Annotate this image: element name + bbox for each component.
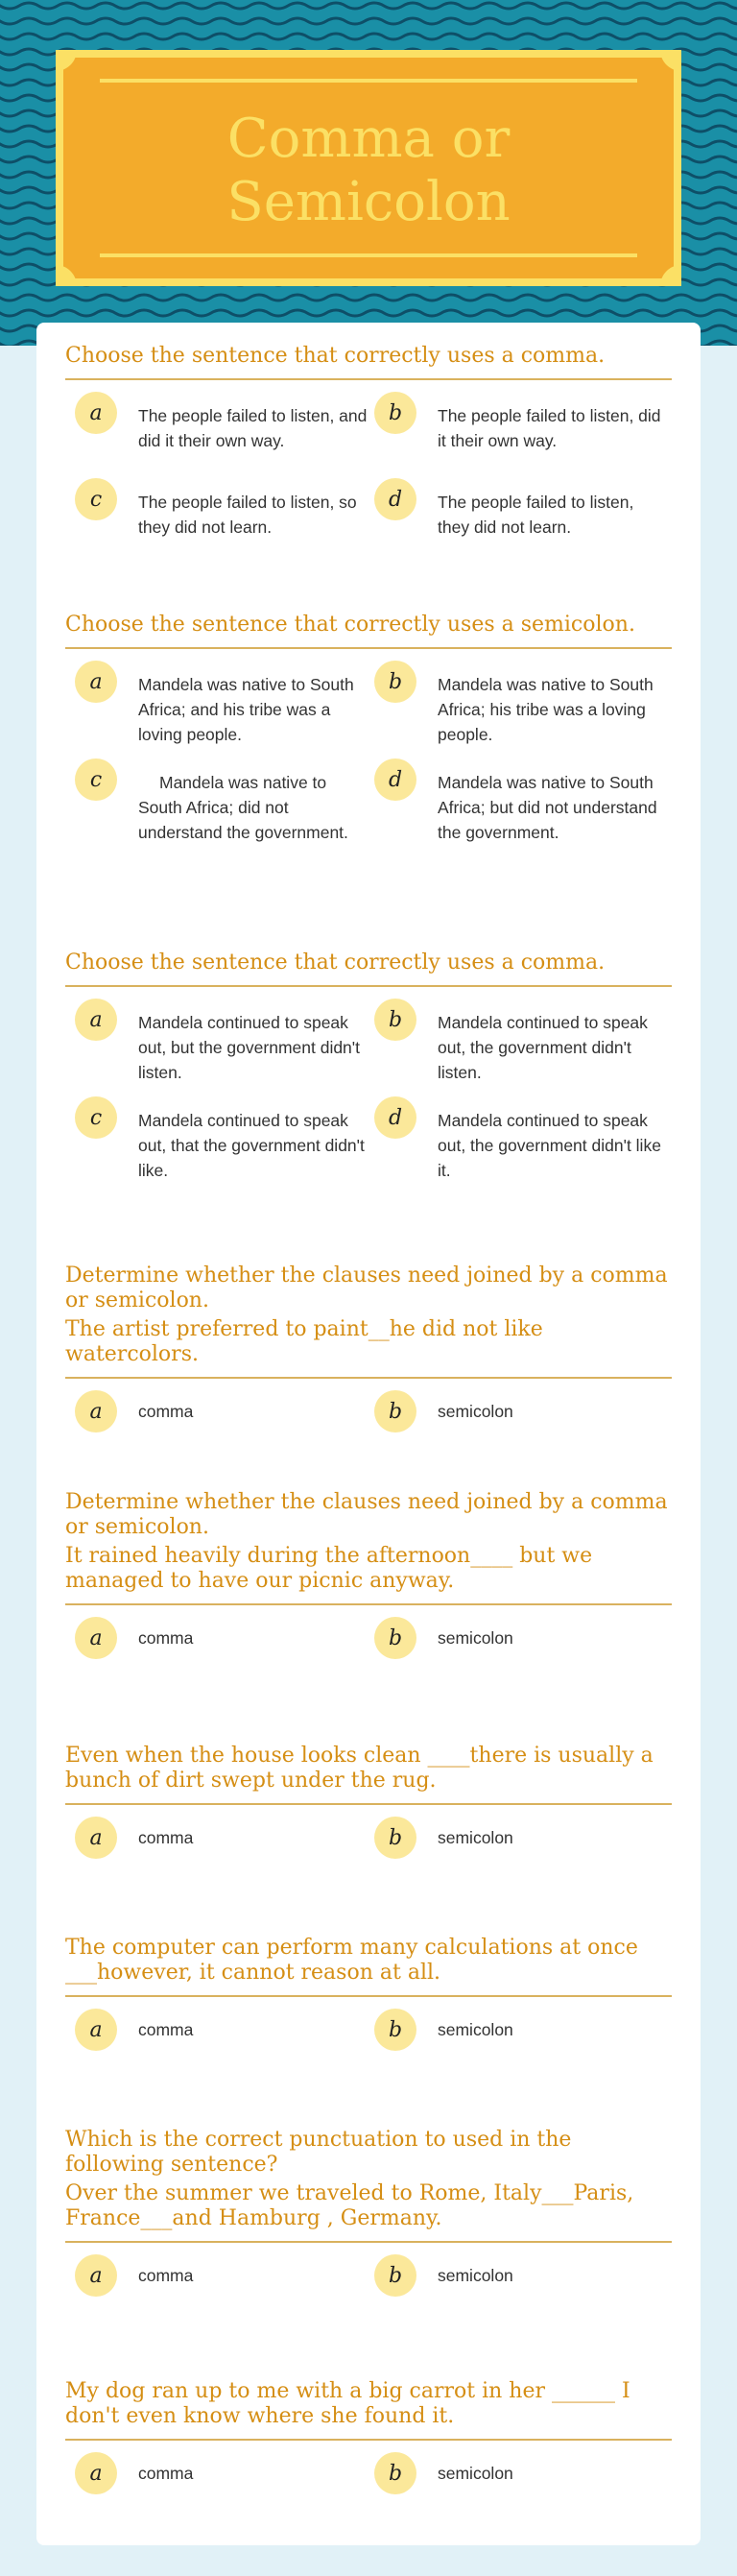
answer-options xyxy=(65,2452,672,2500)
option-letter-badge: b xyxy=(374,1390,416,1432)
page-title-line-1: Comma or xyxy=(226,108,511,170)
answer-options xyxy=(65,2254,672,2302)
question-divider xyxy=(65,985,672,987)
question-7 xyxy=(65,1936,672,2057)
question-8 xyxy=(65,2128,672,2302)
option-letter-badge: d xyxy=(374,478,416,520)
question-9 xyxy=(65,2379,672,2500)
question-divider xyxy=(65,2439,672,2441)
answer-options xyxy=(65,1390,672,1438)
answer-options xyxy=(65,2009,672,2057)
question-6 xyxy=(65,1744,672,1865)
option-letter-badge: b xyxy=(374,2452,416,2494)
question-divider xyxy=(65,1377,672,1379)
option-letter-badge: d xyxy=(374,758,416,801)
question-sentence: The artist preferred to paint__he did not like watercolors. xyxy=(65,1317,543,1366)
page-title xyxy=(63,108,674,234)
option-text: comma xyxy=(138,2266,194,2285)
answer-options xyxy=(65,392,672,536)
banner-panel xyxy=(63,58,674,278)
question-title: Which is the correct punctuation to used in the following sentence? xyxy=(65,2128,572,2177)
option-letter-badge: c xyxy=(75,1096,117,1139)
option-letter-badge: d xyxy=(374,1096,416,1139)
option-text: Mandela was native to South Africa; did not understand the government. xyxy=(138,773,348,842)
option-text: Mandela continued to speak out, the government didn't like it. xyxy=(438,1111,661,1180)
option-text: semicolon xyxy=(438,1828,513,1847)
question-title: Choose the sentence that correctly uses a semicolon. xyxy=(65,613,635,637)
option-text: comma xyxy=(138,1402,194,1421)
question-title: The computer can perform many calculations at once ___however, it cannot reason at all. xyxy=(65,1936,638,1985)
option-text: Mandela was native to South Africa; his tribe was a loving people. xyxy=(438,675,654,744)
wave-line xyxy=(0,310,737,316)
option-letter-badge: c xyxy=(75,478,117,520)
option-text: semicolon xyxy=(438,2464,513,2483)
quiz-card xyxy=(36,323,701,2545)
answer-options xyxy=(65,1617,672,1665)
option-letter-badge: a xyxy=(75,1390,117,1432)
question-divider xyxy=(65,1603,672,1605)
option-letter-badge: a xyxy=(75,2254,117,2297)
option-letter-badge: a xyxy=(75,1617,117,1659)
option-letter-badge: b xyxy=(374,392,416,434)
question-title: Choose the sentence that correctly uses a comma. xyxy=(65,344,606,368)
option-text: The people failed to listen, so they did not learn. xyxy=(138,493,357,537)
option-letter-badge: b xyxy=(374,1617,416,1659)
question-divider xyxy=(65,1803,672,1805)
option-text: Mandela continued to speak out, that the government didn't like. xyxy=(138,1111,365,1180)
answer-options xyxy=(65,1817,672,1865)
option-text: Mandela was native to South Africa; and his tribe was a loving people. xyxy=(138,675,354,744)
question-title: My dog ran up to me with a big carrot in her ______ I don't even know where she found it. xyxy=(65,2379,630,2428)
answer-options xyxy=(65,999,672,1180)
option-letter-badge: b xyxy=(374,999,416,1041)
question-sentence: Over the summer we traveled to Rome, Italy___Paris, France___and Hamburg , Germany. xyxy=(65,2181,634,2230)
option-letter-badge: a xyxy=(75,999,117,1041)
question-4 xyxy=(65,1264,672,1438)
question-title: Determine whether the clauses need joined by a comma or semicolon. xyxy=(65,1264,668,1312)
option-text: semicolon xyxy=(438,2266,513,2285)
option-letter-badge: a xyxy=(75,661,117,703)
answer-options xyxy=(65,661,672,881)
option-letter-badge: b xyxy=(374,1817,416,1859)
wave-line xyxy=(0,3,737,9)
option-letter-badge: a xyxy=(75,1817,117,1859)
option-letter-badge: b xyxy=(374,2009,416,2051)
question-divider xyxy=(65,378,672,380)
option-letter-badge: b xyxy=(374,661,416,703)
page-title-line-2: Semicolon xyxy=(226,171,511,233)
option-letter-badge: b xyxy=(374,2254,416,2297)
option-text: comma xyxy=(138,2020,194,2039)
option-letter-badge: a xyxy=(75,2009,117,2051)
banner-bottom-rule xyxy=(100,253,637,257)
option-text: comma xyxy=(138,1628,194,1648)
option-text: semicolon xyxy=(438,1402,513,1421)
option-text: The people failed to listen, did it their own way. xyxy=(438,406,661,450)
question-1 xyxy=(65,344,672,536)
option-text: semicolon xyxy=(438,2020,513,2039)
wave-line xyxy=(0,34,737,39)
question-divider xyxy=(65,647,672,649)
option-text: comma xyxy=(138,2464,194,2483)
question-divider xyxy=(65,2241,672,2243)
option-letter-badge: a xyxy=(75,2452,117,2494)
question-title: Determine whether the clauses need joined by a comma or semicolon. xyxy=(65,1490,668,1539)
option-letter-badge: a xyxy=(75,392,117,434)
wave-line xyxy=(0,295,737,301)
question-3 xyxy=(65,951,672,1180)
option-text: comma xyxy=(138,1828,194,1847)
question-title: Even when the house looks clean ____there is usually a bunch of dirt swept under the rug. xyxy=(65,1744,654,1793)
option-text: The people failed to listen, they did not learn. xyxy=(438,493,634,537)
wave-line xyxy=(0,18,737,24)
banner-top-rule xyxy=(100,79,637,83)
option-text: Mandela continued to speak out, but the government didn't listen. xyxy=(138,1013,360,1082)
option-text: semicolon xyxy=(438,1628,513,1648)
option-text: The people failed to listen, and did it their own way. xyxy=(138,406,368,450)
option-text: Mandela continued to speak out, the government didn't listen. xyxy=(438,1013,648,1082)
question-2 xyxy=(65,613,672,881)
question-sentence: It rained heavily during the afternoon____ but we managed to have our picnic anyway. xyxy=(65,1544,593,1593)
option-letter-badge: c xyxy=(75,758,117,801)
option-text: Mandela was native to South Africa; but did not understand the government. xyxy=(438,773,657,842)
question-title: Choose the sentence that correctly uses a comma. xyxy=(65,951,606,975)
question-5 xyxy=(65,1490,672,1665)
title-banner xyxy=(56,50,681,286)
question-divider xyxy=(65,1995,672,1997)
